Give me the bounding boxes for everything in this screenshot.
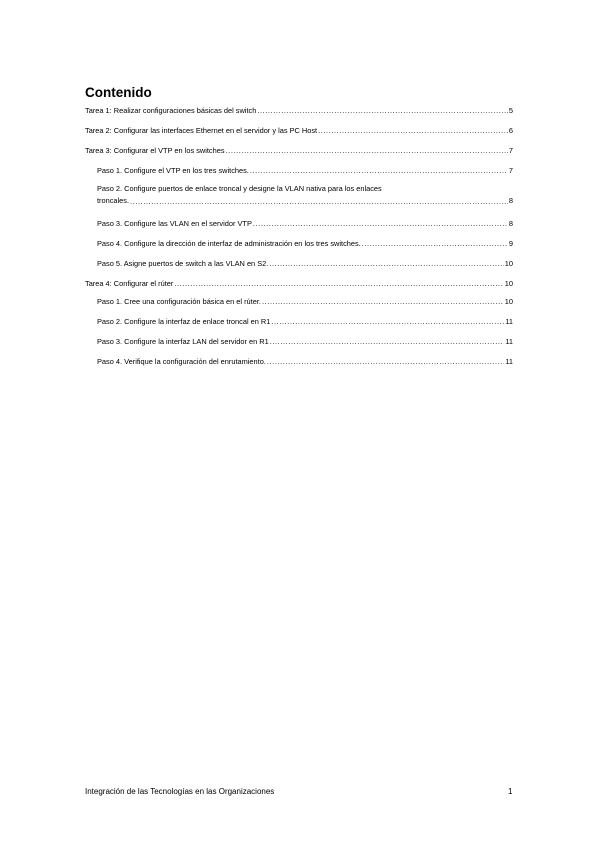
toc-entry-tarea-3-paso-4[interactable]: [97, 239, 513, 249]
toc-leader-dots: [253, 219, 508, 229]
footer-course-title: Integración de las Tecnologías en las Organizaciones: [85, 787, 275, 796]
toc-leader-dots: [271, 317, 504, 327]
toc-entry-label: Paso 2. Configure la interfaz de enlace troncal en R1: [97, 317, 271, 326]
toc-leader-dots: [269, 259, 503, 269]
toc-entry-tarea-4-paso-2[interactable]: [97, 317, 513, 327]
toc-leader-dots: [267, 357, 504, 367]
toc-entry-label-line-1: Paso 2. Configure puertos de enlace troncal y designe la VLAN nativa para los enlaces: [97, 184, 382, 193]
toc-entry-label: Tarea 2: Configurar las interfaces Ethernet en el servidor y las PC Host: [85, 126, 318, 135]
toc-title: Contenido: [85, 85, 152, 100]
toc-entry-page: 8: [508, 196, 513, 205]
toc-entry-tarea-3[interactable]: [85, 146, 513, 156]
toc-entry-page: 8: [508, 219, 513, 228]
toc-entry-page: 10: [504, 279, 513, 288]
toc-entry-page: 11: [505, 337, 513, 346]
toc-entry-page: 7: [508, 166, 513, 175]
toc-entry-label: Paso 3. Configure la interfaz LAN del servidor en R1: [97, 337, 269, 346]
toc-entry-page: 7: [508, 146, 513, 155]
toc-entry-label: Paso 3. Configure las VLAN en el servidor VTP: [97, 219, 252, 228]
toc-entry-page: 5: [508, 106, 513, 115]
toc-entry-label: Paso 1. Configure el VTP en los tres switches.: [97, 166, 249, 175]
toc-entry-page: 11: [505, 317, 513, 326]
toc-entry-page: 10: [504, 259, 513, 268]
toc-entry-page: 6: [508, 126, 513, 135]
toc-entry-line-2: [97, 195, 513, 207]
toc-entry-tarea-3-paso-2[interactable]: [97, 183, 513, 207]
toc-leader-dots: [250, 166, 508, 176]
toc-entry-label: Paso 1. Cree una configuración básica en el rúter.: [97, 297, 261, 306]
toc-entry-tarea-4[interactable]: [85, 279, 513, 289]
toc-entry-page: 10: [504, 297, 513, 306]
toc-entry-page: 11: [505, 357, 513, 366]
toc-entry-label-line-2: troncales.: [97, 196, 130, 205]
toc-entry-tarea-2[interactable]: [85, 126, 513, 136]
toc-entry-label: Tarea 1: Realizar configuraciones básicas del switch: [85, 106, 257, 115]
toc-entry-tarea-3-paso-5[interactable]: [97, 259, 513, 269]
toc-leader-dots: [270, 337, 505, 347]
toc-entry-page: 9: [508, 239, 513, 248]
toc-leader-dots: [262, 297, 504, 307]
toc-leader-dots: [130, 197, 508, 207]
toc-leader-dots: [174, 279, 503, 289]
toc-leader-dots: [362, 239, 508, 249]
toc-entry-tarea-4-paso-4[interactable]: [97, 357, 513, 367]
toc-leader-dots: [318, 126, 508, 136]
toc-entry-tarea-4-paso-3[interactable]: [97, 337, 513, 347]
toc-entry-label: Paso 5. Asigne puertos de switch a las VLAN en S2.: [97, 259, 269, 268]
footer-page-number: 1: [508, 787, 513, 796]
toc-entry-label: Tarea 4: Configurar el rúter: [85, 279, 174, 288]
toc-entry-tarea-3-paso-1[interactable]: [97, 166, 513, 176]
toc-leader-dots: [226, 146, 508, 156]
toc-entry-tarea-1[interactable]: [85, 106, 513, 116]
toc-entry-label: Paso 4. Verifique la configuración del enrutamiento.: [97, 357, 266, 366]
toc-leader-dots: [257, 106, 508, 116]
toc-entry-tarea-4-paso-1[interactable]: [97, 297, 513, 307]
toc-entry-label: Paso 4. Configure la dirección de interfaz de administración en los tres switches.: [97, 239, 361, 248]
toc-entry-label: Tarea 3: Configurar el VTP en los switches: [85, 146, 225, 155]
toc-entry-tarea-3-paso-3[interactable]: [97, 219, 513, 229]
